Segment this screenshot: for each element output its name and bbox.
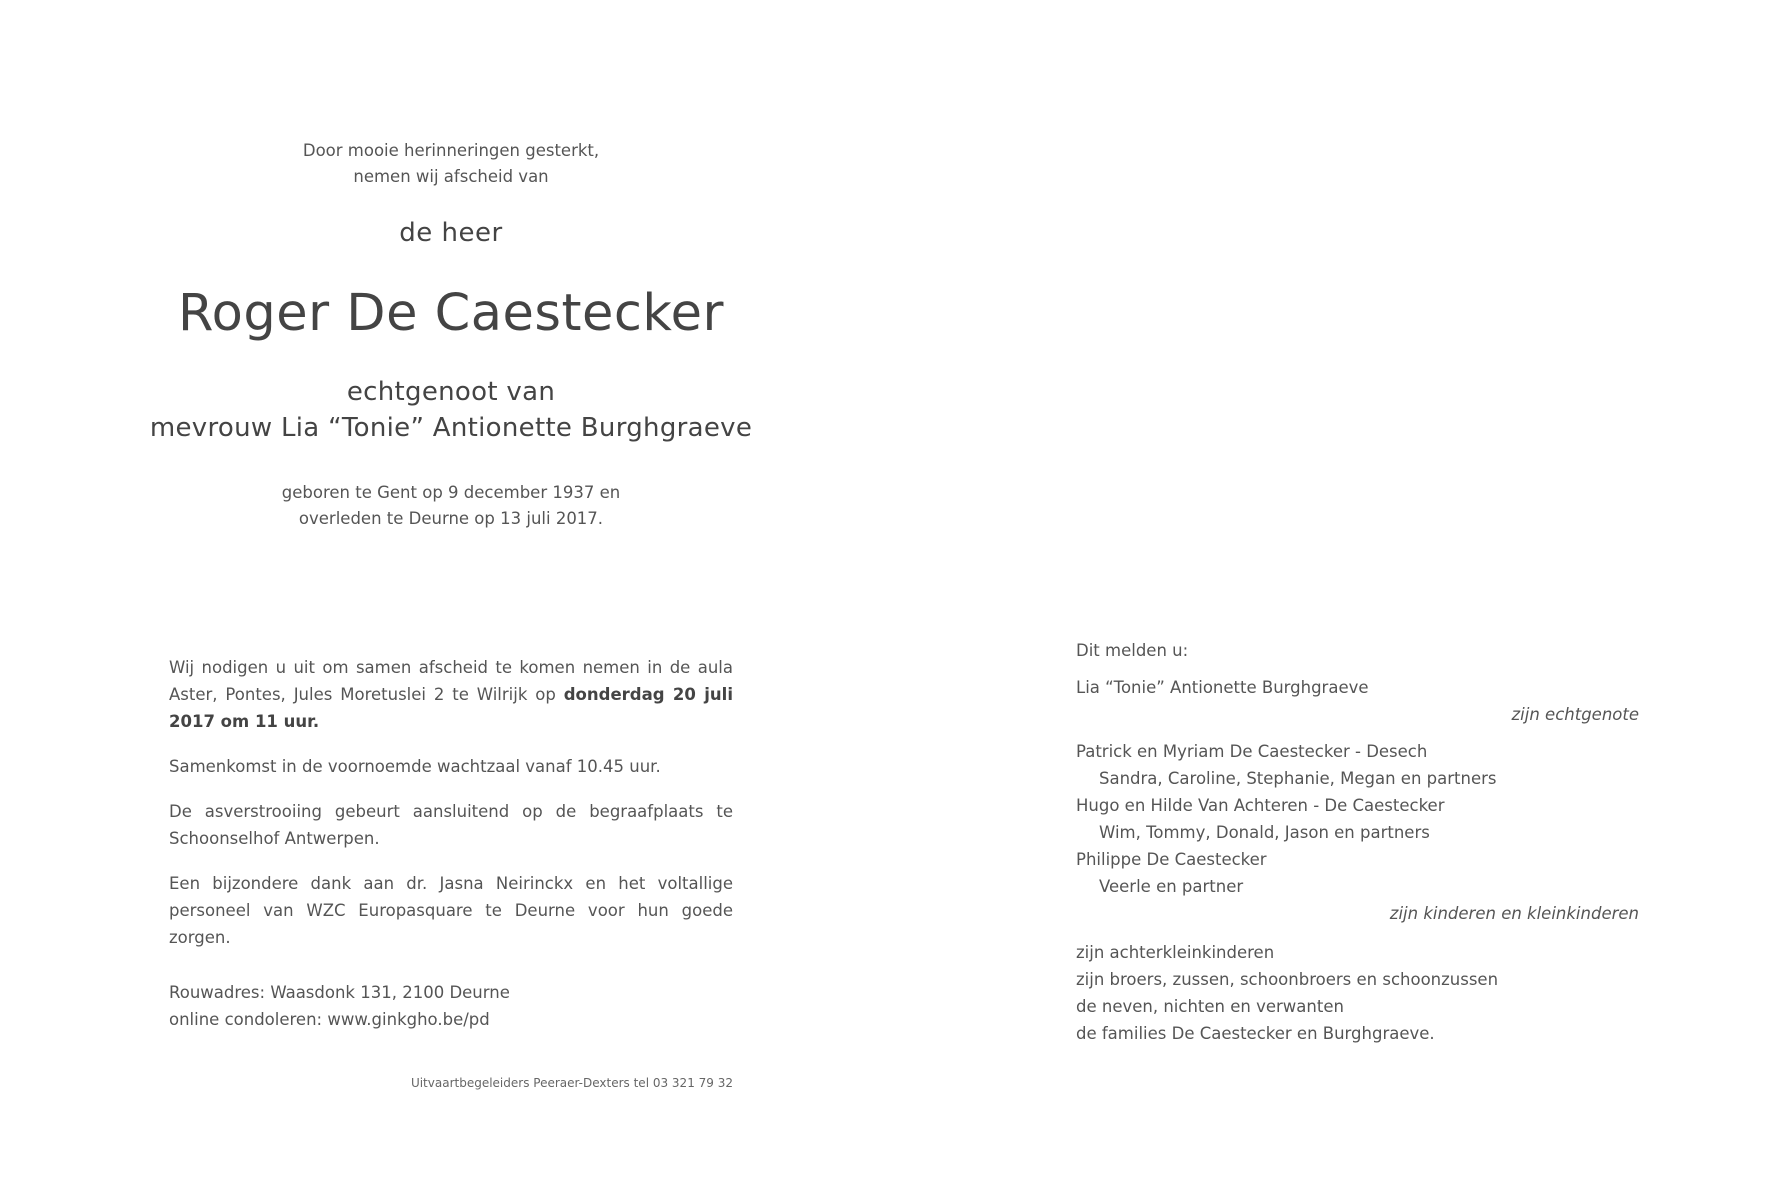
relatives-line: zijn achterkleinkinderen <box>1076 943 1275 962</box>
spouse-block <box>0 374 902 446</box>
undertaker-credit: Uitvaartbegeleiders Peeraer-Dexters tel 03 321 79 32 <box>410 1076 733 1090</box>
children-relation: zijn kinderen en kleinkinderen <box>1389 904 1639 923</box>
spouse-line: echtgenoot van <box>346 377 556 407</box>
ceremony-details <box>169 654 733 969</box>
birth-death-dates <box>0 480 902 532</box>
birth-line: geboren te Gent op 9 december 1937 en <box>281 483 621 502</box>
family-line: Hugo en Hilde Van Achteren - De Caestecker <box>1076 796 1445 815</box>
relatives-line: zijn broers, zussen, schoonbroers en schoonzussen <box>1076 970 1499 989</box>
thanks-paragraph: Een bijzondere dank aan dr. Jasna Neirinckx en het voltallige personeel van WZC Europasquare te Deurne voor hun goede zorgen. <box>169 874 733 947</box>
scattering-paragraph: De asverstrooiing gebeurt aansluitend op de begraafplaats te Schoonselhof Antwerpen. <box>169 802 733 848</box>
online-condolences: online condoleren: www.ginkgho.be/pd <box>169 1010 490 1029</box>
intro-line: Door mooie herinneringen gesterkt, <box>302 141 600 160</box>
deceased-name: Roger De Caestecker <box>178 284 724 343</box>
announcement-heading: Dit melden u: <box>1076 641 1189 660</box>
death-line: overleden te Deurne op 13 juli 2017. <box>298 509 604 528</box>
relatives-line: de families De Caestecker en Burghgraeve. <box>1076 1024 1435 1043</box>
spouse-relation: zijn echtgenote <box>1511 705 1639 724</box>
family-line: Patrick en Myriam De Caestecker - Desech <box>1076 742 1428 761</box>
grandchildren-line: Veerle en partner <box>1099 877 1244 896</box>
right-page <box>896 0 1791 1177</box>
grandchildren-line: Wim, Tommy, Donald, Jason en partners <box>1099 823 1430 842</box>
title-prefix: de heer <box>399 218 503 248</box>
gathering-paragraph: Samenkomst in de voornoemde wachtzaal vanaf 10.45 uur. <box>169 757 661 776</box>
relatives-line: de neven, nichten en verwanten <box>1076 997 1344 1016</box>
mourning-address: Rouwadres: Waasdonk 131, 2100 Deurne <box>169 983 510 1002</box>
left-page <box>0 0 895 1177</box>
contact-block <box>169 979 510 1033</box>
invitation-date: donderdag 20 juli 2017 om 11 uur. <box>169 685 733 731</box>
grandchildren-line: Sandra, Caroline, Stephanie, Megan en partners <box>1099 769 1497 788</box>
spouse-name: Lia “Tonie” Antionette Burghgraeve <box>1076 678 1369 697</box>
intro-text <box>0 138 902 190</box>
invitation-text: Wij nodigen u uit om samen afscheid te komen nemen in de aula Aster, Pontes, Jules Moretuslei 2 te Wilrijk op <box>169 658 733 704</box>
family-line: Philippe De Caestecker <box>1076 850 1267 869</box>
announcement-list <box>1076 637 1639 1047</box>
intro-line: nemen wij afscheid van <box>353 167 549 186</box>
spouse-line: mevrouw Lia “Tonie” Antionette Burghgraeve <box>149 413 753 443</box>
invitation-paragraph <box>169 654 733 735</box>
